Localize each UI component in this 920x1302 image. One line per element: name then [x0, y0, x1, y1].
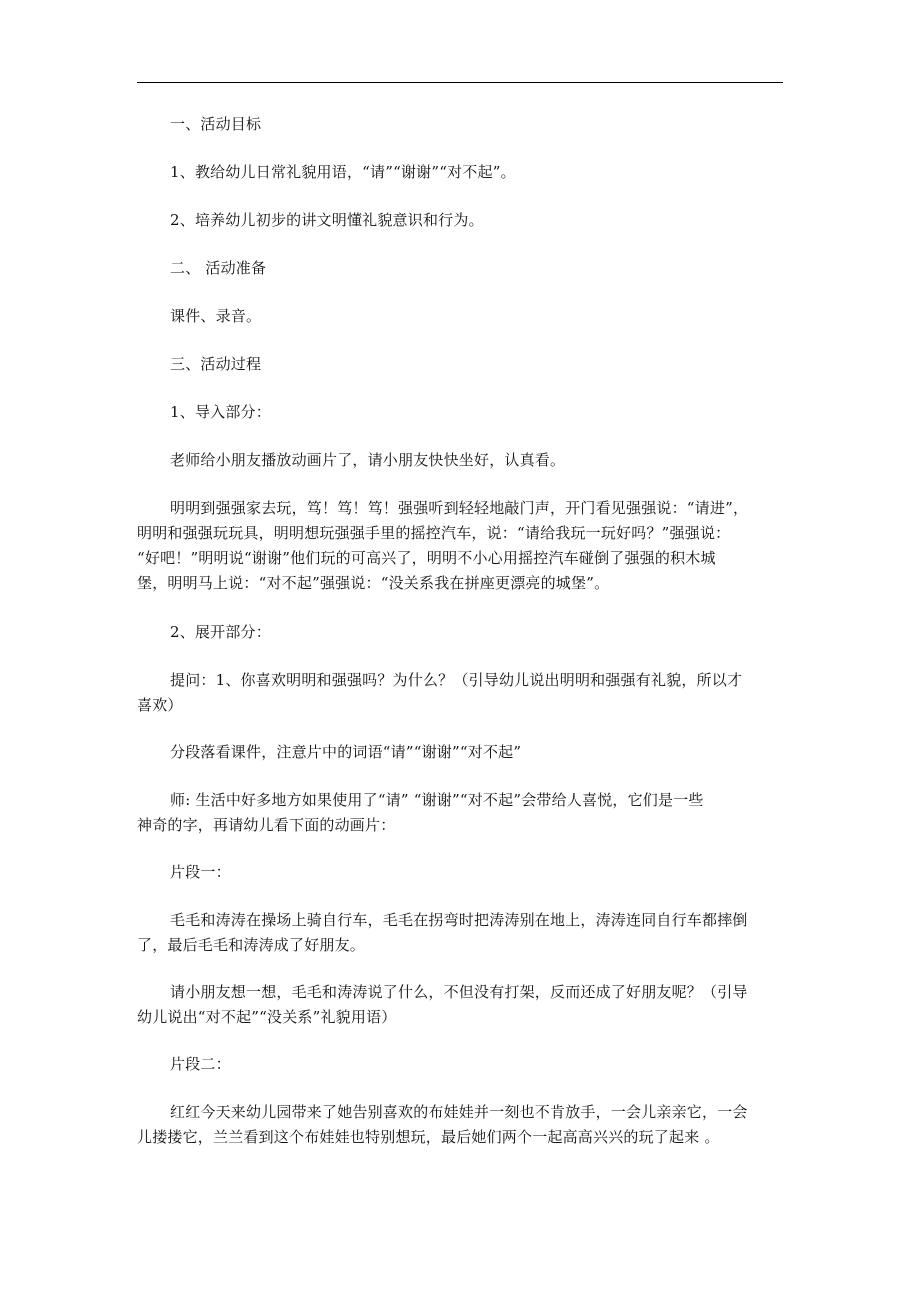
goal-item-1: 1、教给幼儿日常礼貌用语，“请”“谢谢”“对不起”。 [170, 163, 516, 181]
clip-2-line-1: 红红今天来幼儿园带来了她告别喜欢的布娃娃并一刻也不肯放手，一会儿亲亲它，一会 [170, 1103, 748, 1121]
preparation-content: 课件、录音。 [170, 307, 262, 325]
teacher-line-2: 神奇的字，再请幼儿看下面的动画片： [137, 816, 396, 834]
clip-1-question-paragraph [137, 980, 787, 1030]
clip-2-heading: 片段二： [170, 1055, 231, 1073]
header-rule [137, 82, 783, 83]
clip-1-heading: 片段一： [170, 863, 231, 881]
goal-item-2: 2、培养幼儿初步的讲文明懂礼貌意识和行为。 [170, 211, 484, 229]
story-line-4: 堡，明明马上说：“对不起”强强说：“没关系我在拼座更漂亮的城堡”。 [137, 574, 610, 592]
clip-1-question-line-1: 请小朋友想一想，毛毛和涛涛说了什么，不但没有打架，反而还成了好朋友呢？（引导 [170, 983, 748, 1001]
subheading-development: 2、展开部分： [170, 623, 271, 641]
question-paragraph [137, 668, 787, 718]
intro-text: 老师给小朋友播放动画片了，请小朋友快快坐好，认真看。 [170, 451, 566, 469]
teacher-paragraph [137, 788, 787, 838]
clip-2-line-2: 儿搂搂它，兰兰看到这个布娃娃也特别想玩，最后她们两个一起高高兴兴的玩了起来 。 [137, 1128, 720, 1146]
clip-1-line-2: 了，最后毛毛和涛涛成了好朋友。 [137, 936, 366, 954]
story-line-2: 明明和强强玩玩具，明明想玩强强手里的摇控汽车，说：“请给我玩一玩好吗？”强强说： [137, 524, 731, 542]
story-paragraph [137, 496, 787, 596]
section-heading-preparation: 二、 活动准备 [170, 259, 267, 277]
subheading-intro: 1、导入部分： [170, 403, 271, 421]
segment-watch-text: 分段落看课件，注意片中的词语“请”“谢谢”“对不起” [170, 743, 522, 761]
section-heading-process: 三、活动过程 [170, 355, 262, 373]
clip-1-paragraph [137, 908, 787, 958]
section-heading-goals: 一、活动目标 [170, 115, 262, 133]
question-line-1: 提问：1、你喜欢明明和强强吗？为什么？（引导幼儿说出明明和强强有礼貌，所以才 [170, 671, 743, 689]
story-line-3: “好吧！”明明说“谢谢”他们玩的可高兴了，明明不小心用摇控汽车碰倒了强强的积木城 [137, 549, 716, 567]
question-line-2: 喜欢） [137, 696, 183, 714]
clip-1-line-1: 毛毛和涛涛在操场上骑自行车，毛毛在拐弯时把涛涛别在地上，涛涛连同自行车都摔倒 [170, 911, 748, 929]
clip-1-question-line-2: 幼儿说出“对不起”“没关系”礼貌用语） [137, 1008, 397, 1026]
clip-2-paragraph [137, 1100, 787, 1150]
teacher-line-1: 师: 生活中好多地方如果使用了“请” “谢谢”“对不起”会带给人喜悦，它们是一些 [170, 791, 704, 809]
story-line-1: 明明到强强家去玩，笃！笃！笃！强强听到轻轻地敲门声，开门看见强强说：“请进”， [170, 499, 749, 517]
